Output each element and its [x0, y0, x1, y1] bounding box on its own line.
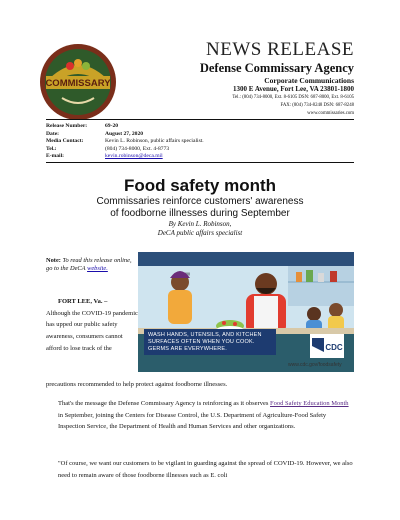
date-value: August 27, 2020: [105, 130, 144, 137]
release-header: [144, 40, 354, 118]
agency-name: Defense Commissary Agency: [199, 61, 354, 75]
agency-phone: Tel.: (804) 734-8000, Ext. 8-6105 DSN: 687-8000, Ext. 8-6105: [232, 95, 354, 100]
byline-title: DeCA public affairs specialist: [157, 228, 243, 237]
paragraph-2-start: That's the message the Defense Commissary Agency is reinforcing as it observes: [58, 400, 271, 407]
date-label: Date:: [46, 130, 60, 137]
email-label: E-mail:: [46, 153, 65, 160]
cdc-logo-text: CDC: [325, 343, 343, 352]
paragraph-1-column: Although the COVID-19 pandemic has upped our public safety awareness, consumers cannot afford to lose track of the: [46, 309, 138, 352]
body-column: [46, 296, 138, 355]
deca-website-link[interactable]: website.: [87, 265, 108, 273]
caption-line-2: SURFACES OFTEN WHEN YOU COOK.: [148, 338, 255, 345]
paragraph-3: [46, 458, 354, 481]
byline: [0, 220, 400, 237]
media-contact-value: Kevin L. Robinson, public affairs specialist.: [105, 138, 204, 145]
tel-label: Tel.:: [46, 145, 57, 152]
department-name: Corporate Communications: [264, 76, 354, 85]
caption-line-3: GERMS ARE EVERYWHERE.: [148, 345, 227, 352]
cdc-url: www.cdc.gov/foodsafety: [288, 362, 342, 368]
release-info: [46, 123, 204, 161]
media-contact-label: Media Contact:: [46, 138, 84, 145]
agency-fax: FAX: (804) 734-8248 DSN: 687-8248: [280, 103, 354, 108]
subhead-line-2: of foodborne illnesses during September: [110, 207, 290, 219]
commissary-logo: [38, 42, 118, 122]
subhead-line-1: Commissaries reinforce customers' awareness: [96, 196, 304, 207]
paragraph-2-end: in September, joining the Centers for Disease Control, the U.S. Department of Agriculture-Food Safety Inspection Service, the Department of Health and Human Services and other organizations.: [58, 411, 327, 431]
paragraph-3-text: "Of course, we want our customers to be vigilant in guarding against the spread of COVID-19. However, we also need to remain aware of those foodborne illnesses such as E. coli: [58, 460, 353, 479]
logo-text: COMMISSARY: [45, 78, 111, 89]
news-release-title: NEWS RELEASE: [206, 39, 354, 60]
agency-address: 1300 E Avenue, Fort Lee, VA 23801-1800: [233, 85, 354, 93]
online-note: [46, 257, 136, 273]
note-label: Note:: [46, 257, 61, 264]
agency-website[interactable]: www.commissaries.com: [307, 111, 354, 116]
paragraph-2: [46, 398, 354, 433]
tel-value: (804) 734-8000, Ext. 4-8773: [105, 145, 170, 152]
dateline: FORT LEE, Va. –: [58, 298, 108, 305]
subheadline: [0, 196, 400, 219]
info-rule: [46, 162, 354, 163]
release-number-value: 69-20: [105, 123, 119, 129]
headline: Food safety month: [123, 176, 277, 195]
header-rule: [46, 119, 354, 120]
email-link[interactable]: kevin.robinson@deca.mil: [105, 153, 163, 160]
food-safety-month-link[interactable]: Food Safety Education Month: [270, 400, 349, 407]
release-number-label: Release Number:: [46, 123, 88, 129]
illustration-caption: [144, 329, 276, 355]
byline-author: By Kevin L. Robinson,: [168, 220, 232, 228]
note-text: To read this release online, go to the DeCA: [46, 257, 132, 273]
paragraph-1-continued: precautions recommended to help protect against foodborne illnesses.: [46, 381, 228, 388]
caption-line-1: WASH HANDS, UTENSILS, AND KITCHEN: [148, 332, 262, 338]
